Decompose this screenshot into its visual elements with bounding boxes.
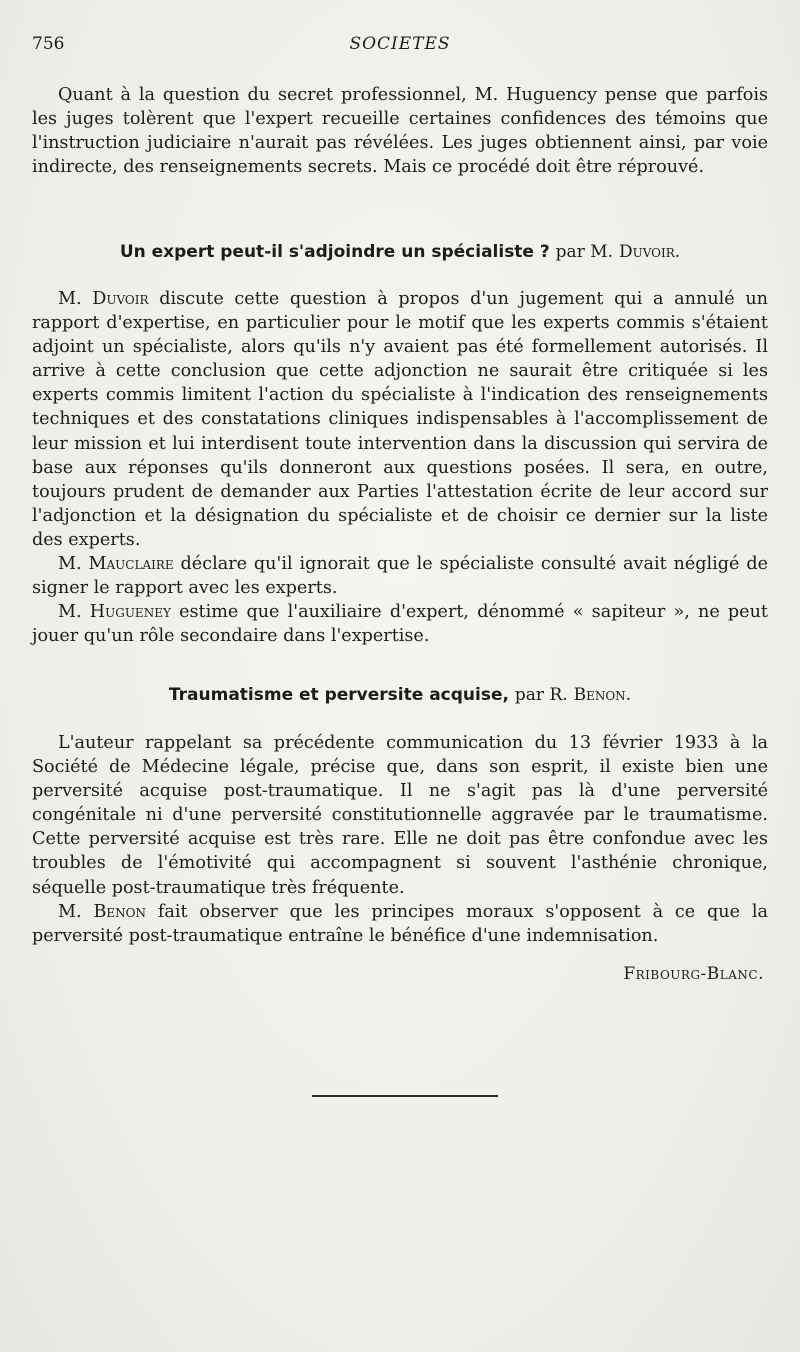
duvoir-name: M. Duvoir xyxy=(58,289,149,309)
section-traumatisme-body xyxy=(32,731,768,948)
benon-prefix: M. xyxy=(58,901,82,922)
section-title-traumatisme xyxy=(32,685,768,705)
section-expert-body xyxy=(32,287,768,648)
mauclaire-prefix: M. xyxy=(58,554,82,575)
hugueney-text: estime que l'auxiliaire d'expert, dénommé « sapiteur », ne peut jouer qu'un rôle secondaire dans l'expertise. xyxy=(32,602,768,647)
duvoir-text: discute cette question à propos d'un jugement qui a annulé un rapport d'expertise, en particulier pour le motif que les experts commis s'étaient adjoint un spécialiste, alors qu'ils n'y avaient pas été formellement autorisés. Il arrive à cette conclusion que cette adjonction ne saurait être critiquée si les experts commis limitent l'action du spécialiste à l'indication des renseignements techniques et des constatations cliniques indispensables à l'accomplissement de leur mission et lui interdisent toute intervention dans la discussion qui servira de base aux réponses qu'ils donneront aux questions posées. Il sera, en outre, toujours prudent de demander aux Parties l'attestation écrite de leur accord sur l'adjonction et la désignation du spécialiste et de choisir ce dernier sur la liste des experts. xyxy=(32,289,768,550)
section-title-traumatisme-text: Traumatisme et perversite acquise, xyxy=(168,685,509,705)
mauclaire-text: déclare qu'il ignorait que le spécialiste consulté avait négligé de signer le rapport avec les experts. xyxy=(32,554,769,599)
running-title: SOCIETES xyxy=(349,34,451,54)
hugueney-prefix: M. xyxy=(58,602,82,623)
duvoir-paragraph xyxy=(32,287,768,552)
section-title-expert xyxy=(32,242,768,262)
section-title-expert-author: Duvoir. xyxy=(618,242,681,262)
benon-text: fait observer que les principes moraux s'opposent à ce que la perversité post-traumatique entraîne le bénéfice d'une indemnisation. xyxy=(32,901,769,946)
benon-communication-paragraph: L'auteur rappelant sa précédente communication du 13 février 1933 à la Société de Médecine légale, précise que, dans son esprit, il existe bien une perversité acquise post-traumatique. Il ne s'agit pas là d'une perversité congénitale ni d'une perversité constitutionnelle aggravée par le traumatisme. Cette perversité acquise est très rare. Elle ne doit pas être confondue avec les troubles de l'émotivité qui accompagnent si souvent l'asthénie chronique, séquelle post-traumatique très fréquente. xyxy=(32,733,768,898)
intro-block xyxy=(32,83,768,179)
hugueney-name: Hugueney xyxy=(89,602,171,623)
page-header xyxy=(32,34,768,58)
section-title-expert-text: Un expert peut-il s'adjoindre un spécialiste ? xyxy=(119,242,550,262)
page-number: 756 xyxy=(32,34,65,54)
intro-paragraph: Quant à la question du secret professionnel, M. Huguency pense que parfois les juges tolèrent que l'expert recueille certaines confidences des témoins que l'instruction judiciaire n'aurait pas révélées. Les juges obtiennent ainsi, par voie indirecte, des renseignements secrets. Mais ce procédé doit être réprouvé. xyxy=(32,85,768,178)
section-title-traumatisme-by: par R. xyxy=(514,685,568,705)
benon-observation-paragraph xyxy=(32,900,768,948)
hugueney-paragraph xyxy=(32,600,768,648)
section-title-expert-by: par M. xyxy=(555,242,614,262)
section-divider-rule xyxy=(312,1095,498,1097)
section-title-traumatisme-author: Benon. xyxy=(573,685,632,705)
mauclaire-name: Mauclaire xyxy=(88,554,174,575)
signature: Fribourg-Blanc. xyxy=(623,964,764,984)
benon-name: Benon xyxy=(93,901,146,922)
mauclaire-paragraph xyxy=(32,552,768,600)
